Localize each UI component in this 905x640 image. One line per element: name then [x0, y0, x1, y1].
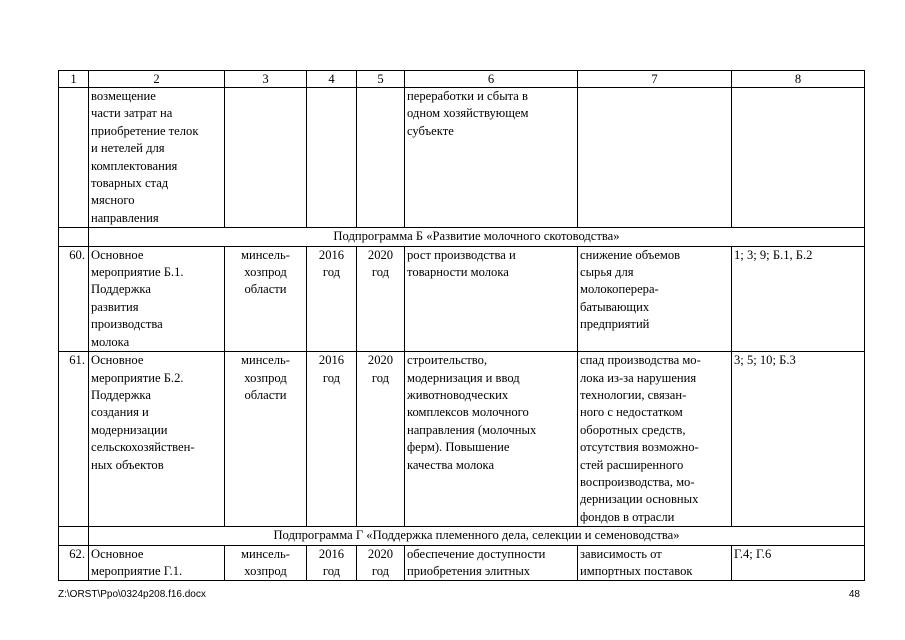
subprogram-row [59, 527, 865, 545]
activity-cell: Основное мероприятие Г.1. [89, 545, 225, 581]
table-row [59, 88, 865, 228]
consequence-cell [578, 88, 732, 228]
consequence-cell: зависимость от импортных поставок [578, 545, 732, 581]
program-table [58, 70, 865, 581]
executor-cell: минсель- хозпрод области [225, 352, 307, 527]
end-year-cell: 2020 год [357, 246, 405, 351]
result-cell: переработки и сбыта в одном хозяйствующем субъекте [405, 88, 578, 228]
row-number-cell [59, 228, 89, 246]
end-year-cell: 2020 год [357, 545, 405, 581]
activity-cell: Основное мероприятие Б.2. Поддержка создания и модернизации сельскохозяйствен- ных объектов [89, 352, 225, 527]
header-cell: 6 [405, 71, 578, 88]
subprogram-title: Подпрограмма Г «Поддержка племенного дела, селекции и семеноводства» [89, 527, 865, 545]
start-year-cell [307, 88, 357, 228]
executor-cell: минсель- хозпрод [225, 545, 307, 581]
header-cell: 7 [578, 71, 732, 88]
table-row [59, 352, 865, 527]
row-number-cell [59, 88, 89, 228]
table-row [59, 545, 865, 581]
header-cell: 2 [89, 71, 225, 88]
header-row [59, 71, 865, 88]
executor-cell: минсель- хозпрод области [225, 246, 307, 351]
result-cell: рост производства и товарности молока [405, 246, 578, 351]
indicator-link-cell: Г.4; Г.6 [732, 545, 865, 581]
header-cell: 1 [59, 71, 89, 88]
row-number-cell: 61. [59, 352, 89, 527]
table-row [59, 246, 865, 351]
subprogram-row [59, 228, 865, 246]
consequence-cell: снижение объемов сырья для молокоперера- батывающих предприятий [578, 246, 732, 351]
header-cell: 5 [357, 71, 405, 88]
header-cell: 3 [225, 71, 307, 88]
end-year-cell: 2020 год [357, 352, 405, 527]
end-year-cell [357, 88, 405, 228]
header-cell: 8 [732, 71, 865, 88]
executor-cell [225, 88, 307, 228]
result-cell: строительство, модернизация и ввод животноводческих комплексов молочного направления (молочных ферм). Повышение качества молока [405, 352, 578, 527]
start-year-cell: 2016 год [307, 352, 357, 527]
start-year-cell: 2016 год [307, 246, 357, 351]
row-number-cell [59, 527, 89, 545]
consequence-cell: спад производства мо- лока из-за нарушения технологии, связан- ного с недостатком оборотных средств, отсутствия возможно- стей расширенного воспроизводства, мо- дернизации основных фондов в отрасли [578, 352, 732, 527]
indicator-link-cell: 3; 5; 10; Б.3 [732, 352, 865, 527]
indicator-link-cell [732, 88, 865, 228]
indicator-link-cell: 1; 3; 9; Б.1, Б.2 [732, 246, 865, 351]
row-number-cell: 62. [59, 545, 89, 581]
activity-cell: Основное мероприятие Б.1. Поддержка развития производства молока [89, 246, 225, 351]
header-cell: 4 [307, 71, 357, 88]
activity-cell: возмещение части затрат на приобретение телок и нетелей для комплектования товарных стад мясного направления [89, 88, 225, 228]
page-number: 48 [848, 589, 860, 600]
subprogram-title: Подпрограмма Б «Развитие молочного скотоводства» [89, 228, 865, 246]
start-year-cell: 2016 год [307, 545, 357, 581]
row-number-cell: 60. [59, 246, 89, 351]
result-cell: обеспечение доступности приобретения элитных [405, 545, 578, 581]
footer-file-path: Z:\ORST\Ppo\0324p208.f16.docx [58, 589, 206, 600]
